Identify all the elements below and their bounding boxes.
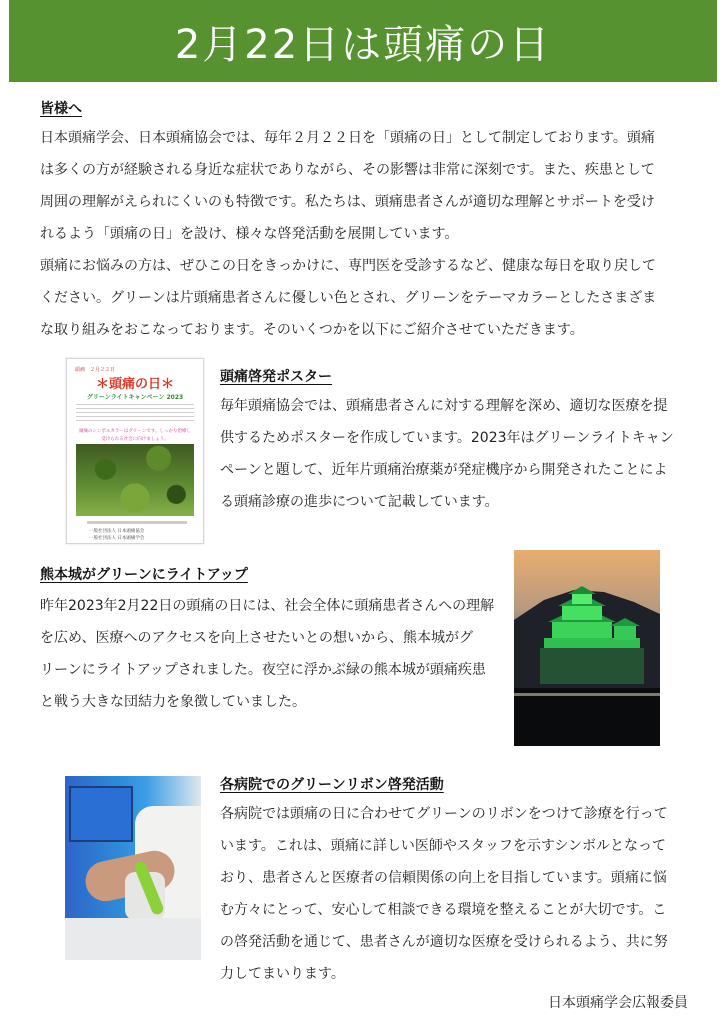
castle-photo (514, 550, 660, 746)
poster-forest-photo (76, 444, 194, 516)
poster-heading: 頭痛啓発ポスター (220, 369, 332, 385)
ribbon-line: 力してまいります。 (220, 966, 345, 982)
desk (65, 918, 201, 960)
ribbon-photo (65, 776, 201, 960)
page-title: 2月22日は頭痛の日 (174, 21, 552, 68)
title-banner (9, 0, 717, 82)
castle-line: リーンにライトアップされました。夜空に浮かぶ緑の熊本城が頭痛疾患 (40, 662, 486, 678)
poster-line: ペーンと題して、近年片頭痛治療薬が発症機序から開発されたことによ (220, 462, 668, 478)
ribbon-line: む方々にとって、安心して相談できる環境を整えることが大切です。こ (220, 902, 667, 918)
poster-title: ＊頭痛の日＊ (95, 377, 174, 392)
intro-line: な取り組みをおこなっております。そのいくつかを以下にご紹介させていただきます。 (40, 322, 584, 338)
intro-line: 周囲の理解がえられにくいのも特徴です。私たちは、頭痛患者さんが適切な理解とサポートを受け (40, 194, 655, 210)
ribbon-line: 各病院では頭痛の日に合わせてグリーンのリボンをつけて診療を行って (220, 806, 668, 822)
poster-line: る頭痛診療の進歩について記載しています。 (220, 494, 499, 510)
poster-top-note: 頭痛 ２月２２日 (75, 367, 116, 373)
intro-line: は多くの方が経験される身近な症状でありながら、その影響は非常に深刻です。また、疾患として (40, 162, 655, 178)
ribbon-paragraph (220, 798, 690, 990)
ribbon-line: の啓発活動を通じて、患者さんが適切な医療を受けられるよう、共に努 (220, 934, 668, 950)
castle-line: と戦う大きな団結力を象徴していました。 (40, 694, 306, 710)
intro-line: ください。グリーンは片頭痛患者さんに優しい色とされ、グリーンをテーマカラーとしたさまざま (40, 290, 657, 306)
ribbon-line: います。これは、頭痛に詳しい医師やスタッフを示すシンボルとなって (220, 838, 666, 854)
signature: 日本頭痛学会広報委員 (548, 995, 688, 1011)
intro-line: れるよう「頭痛の日」を設け、様々な啓発活動を展開しています。 (40, 226, 459, 242)
poster-pink-line: 頭痛のシンボルカラーはグリーンです。しっかり治療し (79, 429, 191, 434)
poster-org-1: 一般社団法人 日本頭痛協会 (89, 529, 145, 534)
castle-wall (514, 688, 660, 746)
poster-line: 毎年頭痛協会では、頭痛患者さんに対する理解を深め、適切な医療を提 (220, 398, 668, 414)
poster-org-2: 一般社団法人 日本頭痛学会 (89, 536, 145, 541)
poster-pink-text (67, 428, 203, 444)
ribbon-line: おり、患者さんと医療者の信頼関係の向上を目指しています。頭痛に悩 (220, 870, 667, 886)
castle-fence (514, 693, 660, 696)
castle-line: 昨年2023年2月22日の頭痛の日には、社会全体に頭痛患者さんへの理解 (40, 598, 495, 614)
intro-line: 日本頭痛学会、日本頭痛協会では、毎年２月２２日を「頭痛の日」として制定しております。頭痛 (40, 130, 655, 146)
poster-caption-bar (87, 521, 187, 524)
castle-line: を広め、医療へのアクセスを向上させたいとの想いから、熊本城がグ (40, 630, 474, 646)
intro-paragraph (40, 122, 690, 346)
poster-line: 供するためポスターを作成しています。2023年はグリーンライトキャン (220, 430, 674, 446)
ribbon-heading: 各病院でのグリーンリボン啓発活動 (220, 777, 444, 793)
monitor (69, 786, 133, 842)
intro-heading: 皆様へ (40, 101, 82, 117)
intro-line: 頭痛にお悩みの方は、ぜひこの日をきっかけに、専門医を受診するなど、健康な毎日を取り戻して (40, 258, 656, 274)
poster-body-text (76, 404, 194, 424)
castle-heading: 熊本城がグリーンにライトアップ (40, 567, 248, 583)
poster-subtitle: グリーンライトキャンペーン 2023 (86, 394, 184, 401)
poster-pink-line: 受けられる社会に向けましょう。 (101, 437, 169, 442)
castle-paragraph (40, 590, 508, 718)
poster-image (66, 358, 204, 544)
poster-paragraph (220, 390, 690, 518)
